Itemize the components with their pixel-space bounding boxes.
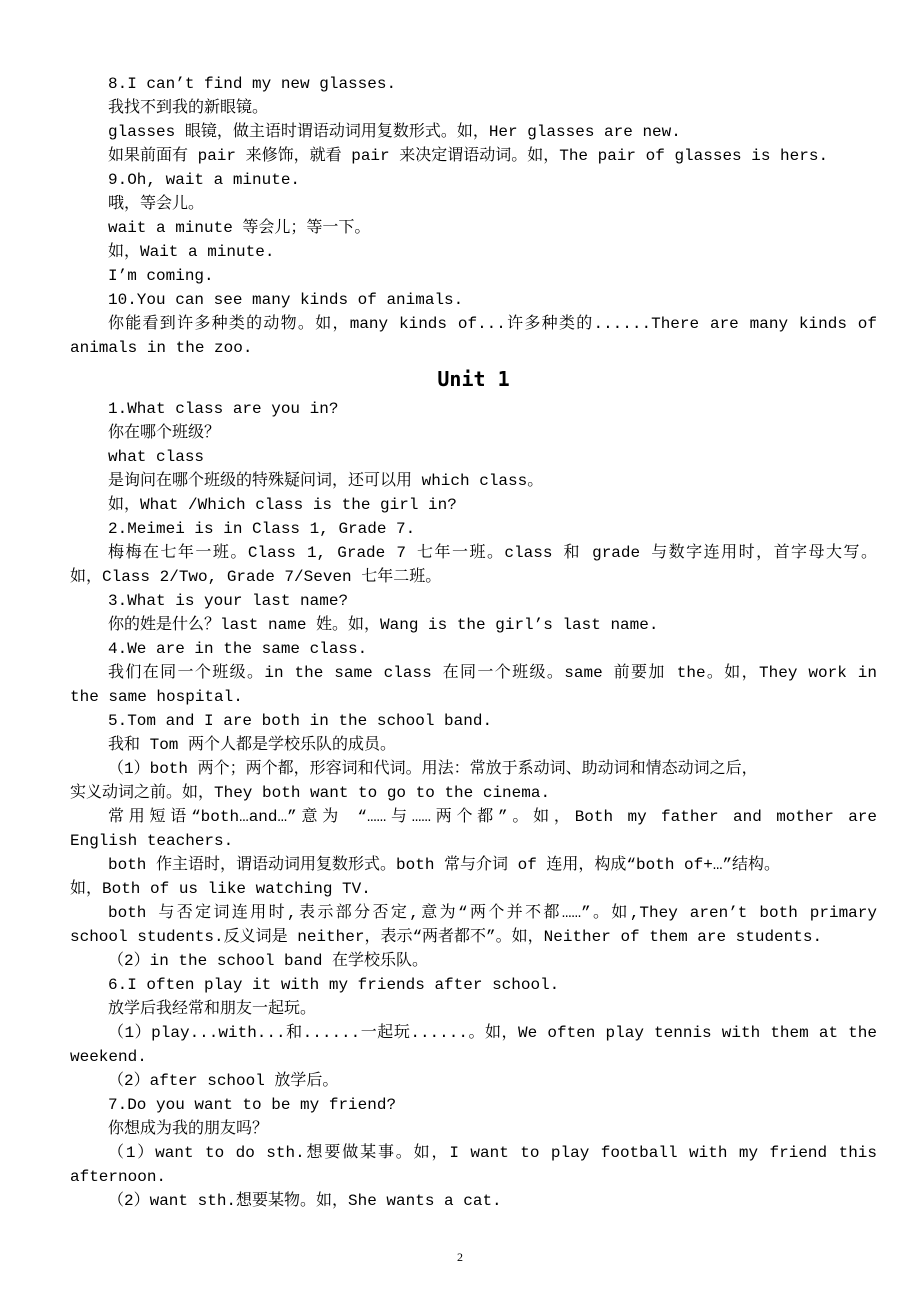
document-body xyxy=(70,72,877,1213)
text-line: 6.I often play it with my friends after school. xyxy=(108,976,560,994)
text-line: （2）in the school band 在学校乐队。 xyxy=(108,952,429,970)
text-line: 你在哪个班级？ xyxy=(108,424,221,442)
text-line: 如，Both of us like watching TV. xyxy=(70,880,371,898)
text-line: （1）want to do sth.想要做某事。如，I want to play football with my friend this xyxy=(108,1144,877,1162)
text-line: the same hospital. xyxy=(70,688,243,706)
text-line: 1.What class are you in? xyxy=(108,400,339,418)
text-line: 如，Class 2/Two, Grade 7/Seven 七年二班。 xyxy=(70,568,442,586)
text-line: glasses 眼镜，做主语时谓语动词用复数形式。如，Her glasses are new. xyxy=(108,123,681,141)
text-line: 2.Meimei is in Class 1, Grade 7. xyxy=(108,520,416,538)
text-line: （1）play...with...和......一起玩......。如，We often play tennis with them at the xyxy=(108,1024,877,1042)
text-line: 3.What is your last name? xyxy=(108,592,349,610)
text-line: 梅梅在七年一班。Class 1, Grade 7 七年一班。class 和 grade 与数字连用时，首字母大写。 xyxy=(108,544,877,562)
text-line: school students.反义词是 neither，表示“两者都不”。如，Neither of them are students. xyxy=(70,928,823,946)
text-line: both 与否定词连用时,表示部分否定,意为“两个并不都……”。如,They aren’t both primary xyxy=(108,904,877,922)
text-line: both 作主语时，谓语动词用复数形式。both 常与介词 of 连用，构成“both of+…”结构。 xyxy=(108,856,781,874)
text-line: 8.I can’t find my new glasses. xyxy=(108,75,397,93)
text-line: 你想成为我的朋友吗？ xyxy=(108,1120,269,1138)
text-line: animals in the zoo. xyxy=(70,339,253,357)
text-line: 哦，等会儿。 xyxy=(108,195,205,213)
section-heading: Unit 1 xyxy=(437,367,510,391)
text-line: afternoon. xyxy=(70,1168,167,1186)
text-line: 5.Tom and I are both in the school band. xyxy=(108,712,493,730)
text-line: 4.We are in the same class. xyxy=(108,640,368,658)
text-line: 10.You can see many kinds of animals. xyxy=(108,291,464,309)
text-line: 常用短语“both…and…”意为 “……与……两个都”。如，Both my father and mother are xyxy=(108,808,877,826)
text-line: 是询问在哪个班级的特殊疑问词，还可以用 which class。 xyxy=(108,472,544,490)
text-line: （1）both 两个；两个都，形容词和代词。用法：常放于系动词、助动词和情态动词之后， xyxy=(108,760,758,778)
text-line: weekend. xyxy=(70,1048,147,1066)
text-line: 放学后我经常和朋友一起玩。 xyxy=(108,1000,317,1018)
text-line: wait a minute 等会儿；等一下。 xyxy=(108,219,371,237)
text-line: 如果前面有 pair 来修饰，就看 pair 来决定谓语动词。如，The pair of glasses is hers. xyxy=(108,147,829,165)
text-line: what class xyxy=(108,448,205,466)
text-line: I’m coming. xyxy=(108,267,214,285)
text-line: 我和 Tom 两个人都是学校乐队的成员。 xyxy=(108,736,397,754)
text-line: 你的姓是什么？last name 姓。如，Wang is the girl’s last name. xyxy=(108,616,659,634)
text-line: 实义动词之前。如，They both want to go to the cinema. xyxy=(70,784,551,802)
page-number: 2 xyxy=(457,1250,463,1264)
text-line: 我们在同一个班级。in the same class 在同一个班级。same 前要加 the。如，They work in xyxy=(108,664,877,682)
text-line: 我找不到我的新眼镜。 xyxy=(108,99,269,117)
text-line: 你能看到许多种类的动物。如，many kinds of...许多种类的......There are many kinds of xyxy=(108,315,877,333)
text-line: English teachers. xyxy=(70,832,234,850)
text-line: （2）want sth.想要某物。如，She wants a cat. xyxy=(108,1192,502,1210)
text-line: 9.Oh, wait a minute. xyxy=(108,171,301,189)
text-line: 7.Do you want to be my friend? xyxy=(108,1096,397,1114)
text-line: （2）after school 放学后。 xyxy=(108,1072,339,1090)
text-line: 如，Wait a minute. xyxy=(108,243,275,261)
text-line: 如，What /Which class is the girl in? xyxy=(108,496,457,514)
